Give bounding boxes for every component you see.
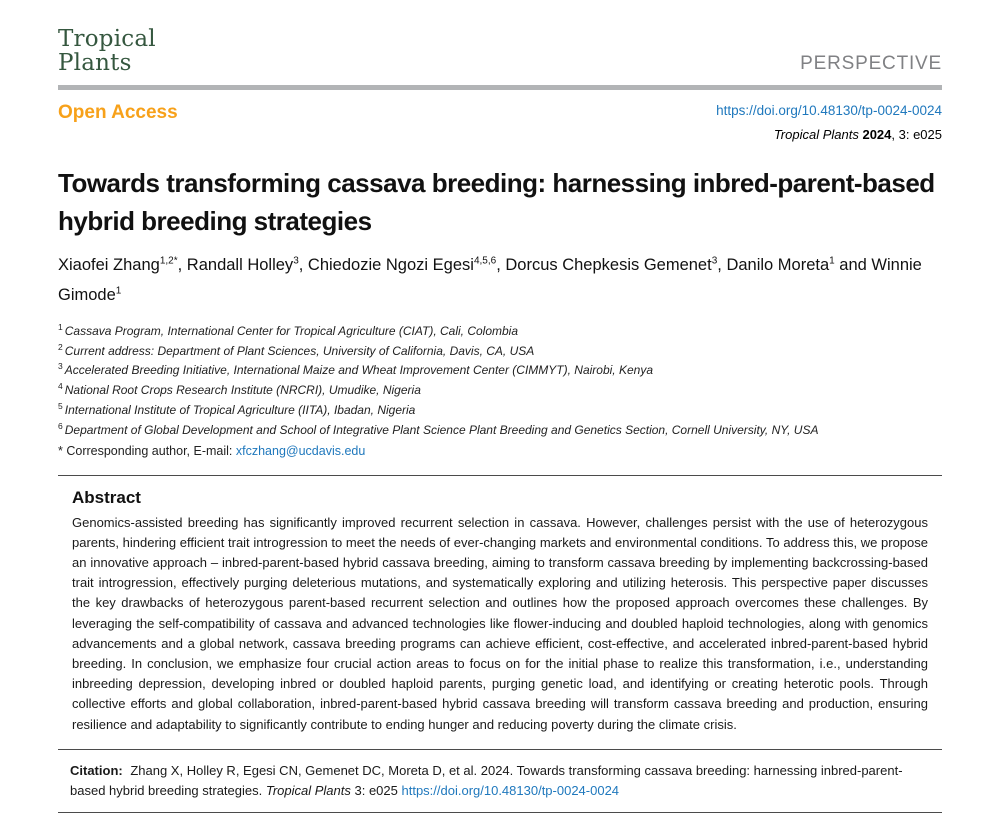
- affiliation-item: $^3$ Accelerated Breeding Initiative, International Maize and Wheat Improvement Center (CIMMYT), Nairobi, Kenya: [58, 361, 653, 378]
- issue-journal-name: Tropical Plants: [773, 126, 863, 142]
- author-list: [58, 249, 942, 308]
- author-affil-sup: 1: [829, 255, 835, 267]
- author: Dorcus Chepkesis Gemenet$^3$,: [505, 255, 727, 275]
- issue-volume-article: , 3: e025: [891, 126, 942, 142]
- journal-logo-line2: Plants: [58, 49, 132, 76]
- abstract-text: Genomics-assisted breeding has significantly improved recurrent selection in cassava. However, challenges persist with the use of heterozygous parents, hindering efficient trait introgression to meet the needs of ever-changing markets and environmental conditions. To address this, we propose an innovative approach – inbred-parent-based hybrid cassava breeding, aiming to transform cassava breeding by implementing backcrossing-based trait introgression, effectively purging deleterious mutations, and systematically exploring and utilizing heterosis. This perspective paper discusses the key drawbacks of heterozygous parent-based recurrent selection and outlines how the proposed approach overcomes these challenges. By leveraging the self-compatibility of cassava and advanced technologies like flower-inducing and doubled haploid technologies, along with genomics advancements and a global network, cassava breeding programs can achieve efficient, cost-effective, and accelerated inbred-parent-based hybrid breeding. In conclusion, we emphasize four crucial action areas to focus on for the initial phase to realize this transformation, i.e., understanding inbreeding depression, developing inbred or doubled haploid parents, purging genetic load, and identifying or creating heterotic pools. Through collective efforts and global collaboration, inbred-parent-based hybrid cassava breeding will transform cassava breeding and production, ensuring resilience and adaptability to significantly contribute to ending hunger and reducing poverty during the climate crisis.: [72, 514, 928, 732]
- header-divider-bar: [58, 85, 942, 90]
- journal-logo-line1: Tropical: [58, 26, 156, 52]
- author-affil-sup: 4,5,6: [473, 255, 497, 267]
- author: Xiaofei Zhang$^{1,2*}$,: [58, 255, 187, 275]
- article-title: Towards transforming cassava breeding: harnessing inbred-parent-based hybrid breeding strategies: [58, 167, 935, 236]
- doi-block: [716, 102, 942, 142]
- citation-top-rule: [58, 749, 942, 750]
- abstract-top-rule: [58, 475, 942, 476]
- affiliation-item: $^4$ National Root Crops Research Institute (NRCRI), Umudike, Nigeria: [58, 381, 421, 398]
- author-affil-sup: 1,2*: [159, 255, 178, 267]
- author-affil-sup: 1: [115, 285, 122, 297]
- citation-journal-name: Tropical Plants: [265, 782, 351, 798]
- article-doi-link[interactable]: https://doi.org/10.48130/tp-0024-0024: [716, 102, 942, 118]
- affiliation-item: $^2$ Current address: Department of Plant Sciences, University of California, Davis, CA, USA: [58, 341, 535, 358]
- article-type-label: PERSPECTIVE: [800, 52, 942, 74]
- issue-year: 2024: [862, 126, 892, 142]
- affiliation-item: $^5$ International Institute of Tropical Agriculture (IITA), Ibadan, Nigeria: [58, 401, 416, 417]
- open-access-badge: Open Access: [58, 101, 178, 123]
- affiliation-list: [58, 320, 942, 439]
- issue-line: [716, 127, 942, 142]
- affiliation-item: $^1$ Cassava Program, International Center for Tropical Agriculture (CIAT), Cali, Colombia: [58, 321, 519, 338]
- author: Randall Holley$^3$,: [186, 255, 308, 275]
- citation-volume: 3: e025: [350, 782, 402, 798]
- journal-logo: [58, 28, 156, 76]
- citation-doi-link[interactable]: https://doi.org/10.48130/tp-0024-0024: [401, 782, 620, 798]
- author-affil-sup: 3: [711, 255, 718, 267]
- masthead: [58, 28, 942, 76]
- author: Danilo Moreta$^1$ and: [726, 255, 872, 275]
- abstract-inner: [58, 488, 942, 735]
- abstract-heading: Abstract: [72, 487, 141, 507]
- affiliation-item: $^6$ Department of Global Development and School of Integrative Plant Science Plant Breeding and Genetics Section, Cornell University, NY, USA: [58, 420, 819, 437]
- author-affil-sup: 3: [293, 255, 299, 267]
- citation-section: [58, 749, 942, 813]
- author: Winnie Gimode$^1$: [58, 256, 922, 304]
- author: Chiedozie Ngozi Egesi$^{4,5,6}$,: [307, 255, 506, 275]
- citation-label: Citation:: [70, 762, 123, 778]
- abstract-section: [58, 475, 942, 735]
- corresponding-author-line: [58, 443, 942, 459]
- corresponding-email-link[interactable]: xfczhang@ucdavis.edu: [235, 443, 366, 458]
- citation-authors-title: Zhang X, Holley R, Egesi CN, Gemenet DC, Moreta D, et al. 2024. Towards transforming cassava breeding: harnessing inbred-parent-based hybrid breeding strategies.: [70, 762, 903, 798]
- access-row: [58, 102, 942, 142]
- citation-text: [58, 761, 942, 801]
- corresponding-prefix: * Corresponding author, E-mail:: [58, 443, 236, 458]
